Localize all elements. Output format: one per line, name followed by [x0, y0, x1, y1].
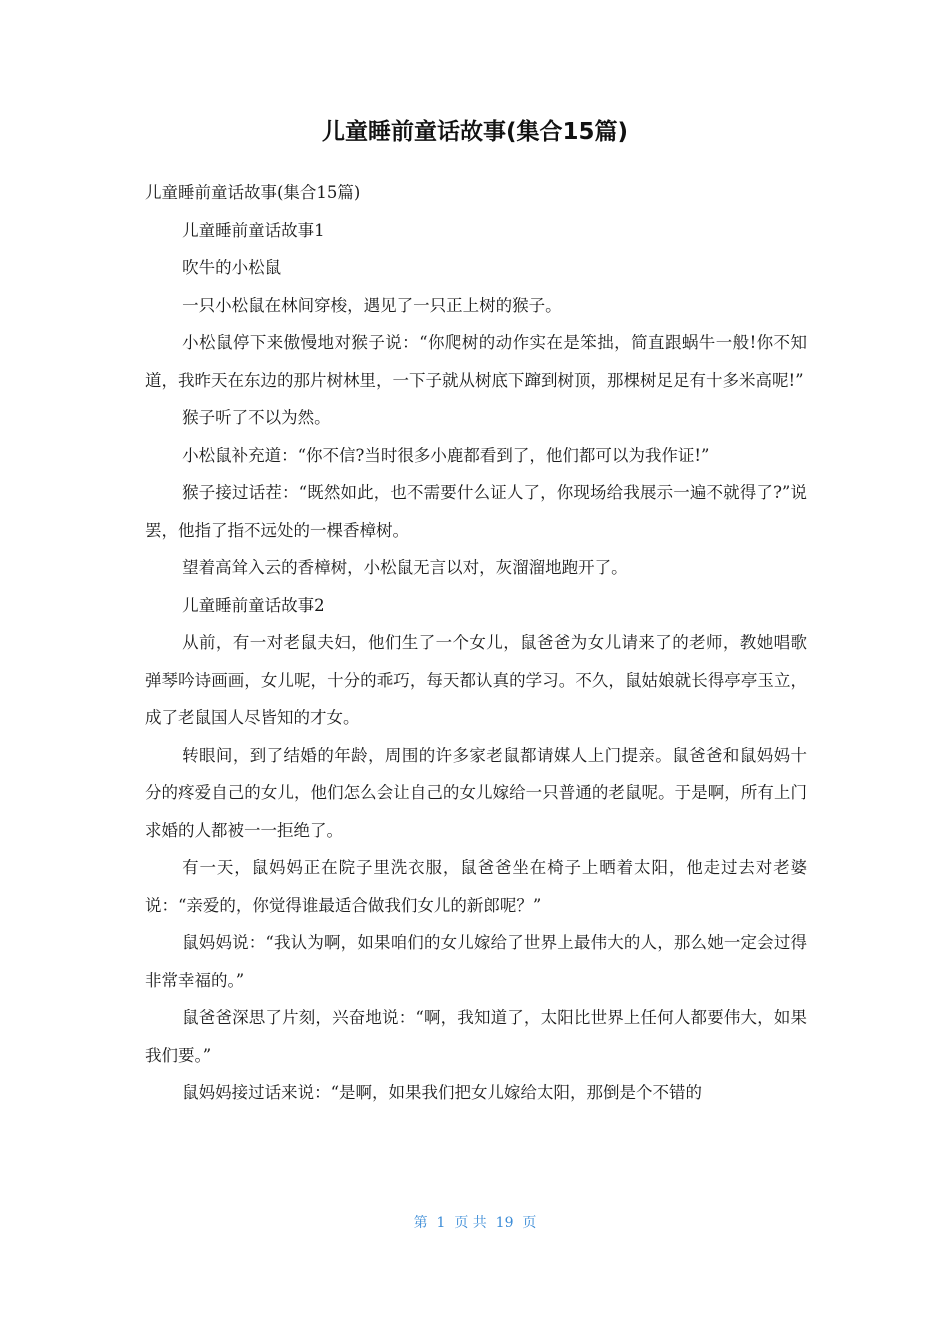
paragraph: 鼠爸爸深思了片刻，兴奋地说：“啊，我知道了，太阳比世界上任何人都要伟大，如果我们要。”: [145, 1008, 807, 1065]
paragraph: 小松鼠补充道：“你不信?当时很多小鹿都看到了，他们都可以为我作证!”: [182, 445, 710, 465]
paragraph: 鼠妈妈说：“我认为啊，如果咱们的女儿嫁给了世界上最伟大的人，那么她一定会过得非常幸福的。”: [145, 933, 807, 990]
page-number-footer: 第 1 页 共 19 页: [413, 1215, 537, 1231]
section-heading: 儿童睡前童话故事2: [182, 595, 325, 615]
section-heading: 儿童睡前童话故事1: [182, 220, 325, 240]
document-body: [145, 174, 807, 1112]
paragraph: 一只小松鼠在林间穿梭，遇见了一只正上树的猴子。: [182, 295, 562, 315]
paragraph: 儿童睡前童话故事(集合15篇): [145, 183, 361, 202]
paragraph: 望着高耸入云的香樟树，小松鼠无言以对，灰溜溜地跑开了。: [182, 558, 628, 577]
paragraph: 猴子听了不以为然。: [182, 408, 331, 427]
paragraph: 猴子接过话茬：“既然如此，也不需要什么证人了，你现场给我展示一遍不就得了?”说罢，他指了指不远处的一棵香樟树。: [145, 483, 807, 540]
paragraph: 鼠妈妈接过话来说：“是啊，如果我们把女儿嫁给太阳，那倒是个不错的: [182, 1083, 703, 1102]
story-title: 吹牛的小松鼠: [182, 258, 282, 277]
paragraph: 转眼间，到了结婚的年龄，周围的许多家老鼠都请媒人上门提亲。鼠爸爸和鼠妈妈十分的疼爱自己的女儿，他们怎么会让自己的女儿嫁给一只普通的老鼠呢。于是啊，所有上门求婚的人都被一一拒绝了。: [145, 745, 807, 840]
paragraph: 小松鼠停下来傲慢地对猴子说：“你爬树的动作实在是笨拙，简直跟蜗牛一般!你不知道，我昨天在东边的那片树林里，一下子就从树底下蹿到树顶，那棵树足足有十多米高呢!”: [145, 333, 807, 390]
paragraph: 从前，有一对老鼠夫妇，他们生了一个女儿，鼠爸爸为女儿请来了的老师，教她唱歌弹琴吟诗画画，女儿呢，十分的乖巧，每天都认真的学习。不久，鼠姑娘就长得亭亭玉立，成了老鼠国人尽皆知的才女。: [145, 633, 807, 727]
document-title: 儿童睡前童话故事(集合15篇): [321, 119, 629, 145]
paragraph: 有一天，鼠妈妈正在院子里洗衣服，鼠爸爸坐在椅子上晒着太阳，他走过去对老婆说：“亲爱的，你觉得谁最适合做我们女儿的新郎呢？”: [145, 858, 807, 915]
